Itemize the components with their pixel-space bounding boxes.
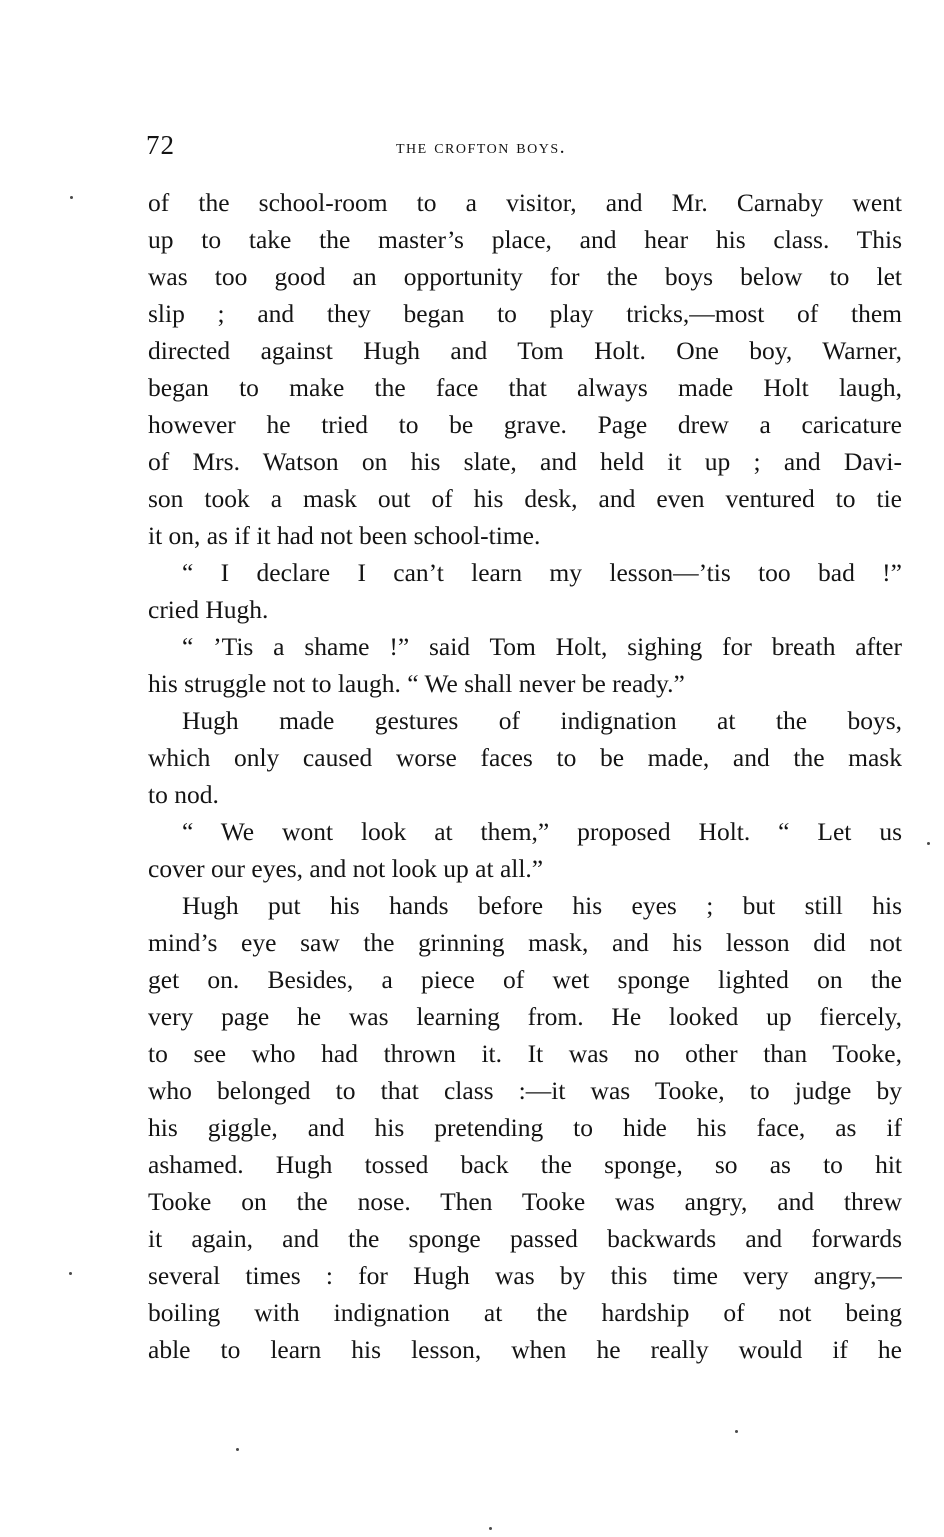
text-line: Hugh made gestures of indignation at the boys, [182, 706, 902, 735]
text-line: Hugh put his hands before his eyes ; but still his [182, 891, 902, 920]
text-line: cover our eyes, and not look up at all.” [148, 854, 544, 883]
text-line: boiling with indignation at the hardship of not being [148, 1298, 902, 1327]
scan-speck [735, 1430, 738, 1433]
text-line: slip ; and they began to play tricks,—most of them [148, 299, 902, 328]
text-line: several times : for Hugh was by this time very angry,— [148, 1261, 902, 1290]
text-line: however he tried to be grave. Page drew a caricature [148, 410, 902, 439]
scan-speck [69, 1272, 72, 1275]
text-line: “ ’Tis a shame !” said Tom Holt, sighing for breath after [182, 632, 902, 661]
text-line: of Mrs. Watson on his slate, and held it up ; and Davi- [148, 447, 902, 476]
text-line: was too good an opportunity for the boys below to let [148, 262, 902, 291]
text-line: it on, as if it had not been school-time. [148, 521, 541, 550]
text-line: Tooke on the nose. Then Tooke was angry, and threw [148, 1187, 902, 1216]
text-line: who belonged to that class :—it was Tooke, to judge by [148, 1076, 902, 1105]
text-line: mind’s eye saw the grinning mask, and his lesson did not [148, 928, 902, 957]
scan-speck [489, 1527, 492, 1530]
text-line: get on. Besides, a piece of wet sponge lighted on the [148, 965, 902, 994]
scan-speck [927, 842, 930, 845]
running-title: the crofton boys. [396, 136, 567, 158]
text-line: began to make the face that always made Holt laugh, [148, 373, 902, 402]
running-head [146, 128, 906, 168]
text-line: “ We wont look at them,” proposed Holt. “ Let us [182, 817, 902, 846]
text-line: to see who had thrown it. It was no other than Tooke, [148, 1039, 902, 1068]
text-line: very page he was learning from. He looked up fiercely, [148, 1002, 902, 1031]
text-line: directed against Hugh and Tom Holt. One boy, Warner, [148, 336, 902, 365]
body-text [148, 184, 902, 1368]
text-line: ashamed. Hugh tossed back the sponge, so as to hit [148, 1150, 902, 1179]
text-line: up to take the master’s place, and hear his class. This [148, 225, 902, 254]
text-line: to nod. [148, 780, 219, 809]
scan-speck [70, 196, 73, 199]
text-line: his struggle not to laugh. “ We shall never be ready.” [148, 669, 685, 698]
text-line: able to learn his lesson, when he really would if he [148, 1335, 902, 1364]
page-number: 72 [146, 130, 175, 160]
text-line: son took a mask out of his desk, and even ventured to tie [148, 484, 902, 513]
text-line: of the school-room to a visitor, and Mr. Carnaby went [148, 188, 902, 217]
text-line: “ I declare I can’t learn my lesson—’tis too bad !” [182, 558, 902, 587]
scan-speck [236, 1448, 239, 1451]
text-line: it again, and the sponge passed backwards and forwards [148, 1224, 902, 1253]
text-line: his giggle, and his pretending to hide his face, as if [148, 1113, 902, 1142]
text-line: cried Hugh. [148, 595, 269, 624]
text-line: which only caused worse faces to be made, and the mask [148, 743, 902, 772]
